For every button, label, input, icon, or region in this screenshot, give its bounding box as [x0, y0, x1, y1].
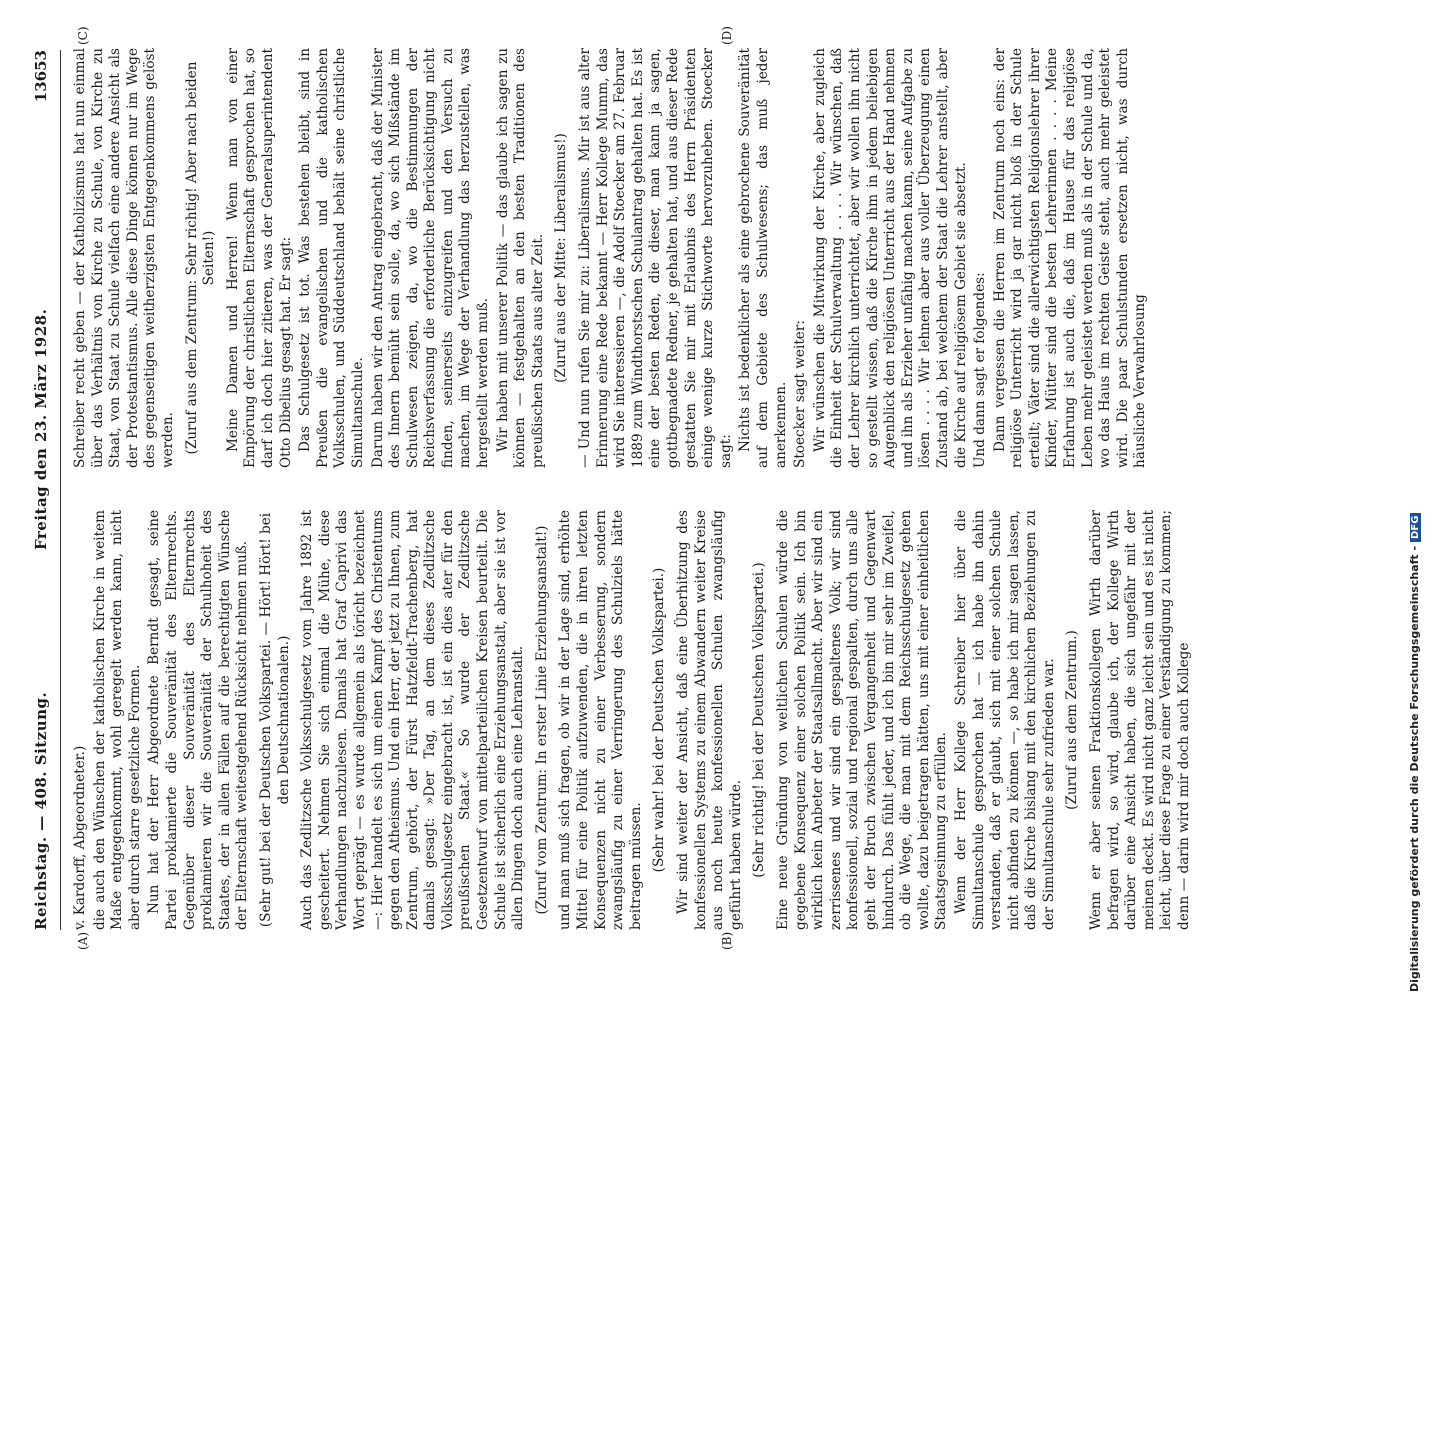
left-column	[72, 510, 1412, 930]
left-column-paragraph: Nun hat der Herr Abgeordnete Berndt gesagt, seine Partei proklamierte die Souveränität des Elternrechts. Gegenüber dieser Souveränität des Elternrechts proklamieren wir die Souveränität der Schulhoheit des Staates, der in allen Fällen auf die berechtigten Wünsche der Elternschaft weitestgehend Rücksicht nehmen muß.	[146, 510, 251, 930]
left-column-paragraph: die auch den Wünschen der katholischen Kirche in weitem Maße entgegenkommt, wohl geregelt werden kann, nicht aber durch starre gesetzliche Formen.	[91, 510, 143, 930]
right-column-paragraph: (Zuruf aus dem Zentrum: Sehr richtig! Aber nach beiden Seiten!)	[183, 61, 218, 455]
right-column-paragraph: (Zuruf aus der Mitte: Liberalismus!)	[553, 133, 570, 383]
left-column-paragraph: Wenn er aber seinen Fraktionskollegen Wirth darüber befragen wird, so wird, glaube ich, der Kollege Wirth darüber eine Ansicht haben, die sich ungefähr mit der meinen deckt. Es wird nicht ganz leicht sein und es ist nicht leicht, über diese Frage zu einer Verständigung zu kommen; denn — darin wird mir doch auch Kollege	[1088, 510, 1193, 930]
left-column-paragraph: und man muß sich fragen, ob wir in der Lage sind, erhöhte Mittel für eine Politik aufzuwenden, die in ihren letzten Konsequenzen nicht zu einer Verbesserung, sondern zwangsläufig zu einer Verringerung des Schulziels hätte beitragen müssen.	[557, 510, 644, 930]
left-column-paragraph: (Sehr wahr! bei der Deutschen Volkspartei.)	[651, 567, 668, 873]
running-header	[20, 50, 60, 930]
right-column	[72, 48, 1412, 468]
margin-marker-b: (B)	[720, 931, 734, 950]
left-column-paragraph: Auch das Zedlitzsche Volksschulgesetz vom Jahre 1892 ist gescheitert. Nehmen Sie sich einmal die Mühe, diese Verhandlungen nachzulesen. Damals hat Graf Caprivi das Wort geprägt — es wurde allgemein als töricht bezeichnet —: Hier handelt es sich um einen Kampf des Christentums gegen den Atheismus. Und ein Herr, der jetzt zu Ihnen, zum Zentrum, gehört, der Fürst Hatzfeldt-Trachenberg, hat damals gesagt: »Der Tag, an dem dieses Zedlitzsche Volksschulgesetz eingebracht ist, ist ein dies ater für den preußischen Staat.« So wurde der Zedlitzsche Gesetzentwurf von mittelparteilichen Kreisen beurteilt. Die Schule ist sicherlich eine Erziehungsanstalt, aber sie ist vor allen Dingen doch auch eine Lehranstalt.	[299, 510, 527, 930]
right-column-paragraph: Darum haben wir den Antrag eingebracht, daß der Minister des Innern bemüht sein solle, da, wo sich Mißstände im Schulwesen zeigen, da, wo die Bestimmungen der Reichsverfassung die erforderliche Berücksichtigung nicht finden, seinerseits einzugreifen und den Versuch zu machen, im Wege der Verhandlung das herzustellen, was hergestellt werden muß.	[369, 48, 492, 468]
margin-marker-c: (C)	[76, 26, 90, 45]
dfg-side-note	[1408, 8, 1428, 992]
right-column-paragraph: Stoecker sagt weiter:	[792, 320, 809, 468]
right-column-paragraph: Das Schulgesetz ist tot. Was bestehen bleibt, sind in Preußen die evangelischen und die katholischen Volksschulen, und Süddeutschland behält seine christliche Simultanschule.	[297, 48, 366, 468]
funding-text: Digitalisierung gefördert durch die Deutsche Forschungsgemeinschaft -	[1408, 545, 1421, 992]
left-column-paragraph: (Zuruf aus dem Zentrum.)	[1064, 630, 1081, 810]
left-column-paragraph: Wenn der Herr Kollege Schreiber hier über die Simultanschule gesprochen hat — ich habe ihn dahin verstanden, daß er glaubt, sich mit einer solchen Schule nicht abfinden zu können —, so habe ich mir sagen lassen, daß die Kirche bislang mit den kirchlichen Beziehungen zu der Simultanschule sehr zufrieden war.	[952, 510, 1057, 930]
header-session: Reichstag. — 408. Sitzung.	[32, 691, 50, 930]
dfg-logo: DFG	[1410, 513, 1421, 542]
header-rule	[60, 50, 61, 930]
left-column-paragraph: Wir sind weiter der Ansicht, daß eine Überhitzung des konfessionellen Systems zu einem Abwandern weiter Kreise aus noch heute konfessionellen Schulen zwangsläufig geführt haben würde.	[675, 510, 744, 930]
left-column-paragraph: (Sehr gut! bei der Deutschen Volkspartei. — Hört! Hört! bei den Deutschnationalen.)	[257, 512, 292, 928]
right-column-paragraph: Wir haben mit unserer Politik — das glaube ich sagen zu können — festgehalten an den besten Traditionen des preußischen Staats aus alter Zeit.	[494, 48, 546, 468]
left-column-paragraph: (Zuruf vom Zentrum: In erster Linie Erziehungsanstalt!)	[533, 525, 550, 915]
header-date: Freitag den 23. März 1928.	[32, 308, 50, 550]
right-column-paragraph: Nichts ist bedenklicher als eine gebrochene Souveränität auf dem Gebiete des Schulwesens; das muß jeder anerkennen.	[737, 48, 789, 468]
left-column-paragraph: (Sehr richtig! bei der Deutschen Volkspartei.)	[751, 562, 768, 878]
dfg-note-text	[1408, 8, 1428, 992]
left-column-paragraph: Eine neue Gründung von weltlichen Schulen würde die gegebene Konsequenz einer solchen Politik sein. Ich bin wirklich kein Anbeter der Staatsallmacht. Aber wir sind ein zerrissenes und wir sind ein gespaltenes Volk; wir sind konfessionell, sozial und regional gespalten, durch uns alle geht der Bruch zwischen Vergangenheit und Gegenwart hindurch. Das fühlt jeder, und ich bin mir sehr im Zweifel, ob die Wege, die man mit dem Reichsschulgesetz gehen wollte, dazu beigetragen hätten, uns mit einer einheitlichen Staatsgesinnung zu erfüllen.	[774, 510, 950, 930]
right-column-paragraph: Und dann sagt er folgendes:	[972, 272, 989, 468]
right-column-paragraph: Dann vergessen die Herren im Zentrum noch eins: der religiöse Unterricht wird ja gar nicht bloß in der Schule erteilt; Väter sind die allerwichtigsten Religionslehrer ihrer Kinder, Mütter sind die besten Lehrerinnen . . . . Meine Erfahrung ist auch die, daß im Hause für das religiöse Leben mehr geleistet werden muß als in der Schule und da, wo das Haus im rechten Geiste steht, auch mehr geleistet wird. Die paar Schulstunden ersetzen nicht, was durch häusliche Verwahrlosung	[991, 48, 1149, 468]
margin-marker-a: (A)	[76, 931, 90, 950]
left-column-paragraph: v. Kardorff, Abgeordneter.)	[72, 745, 88, 930]
right-column-paragraph: Wir wünschen die Mitwirkung der Kirche, aber zugleich die Einheit der Schulverwaltung . . . . Wir wünschen, daß der Lehrer kirchlich unterrichtet, aber wir wollen ihn nicht so gestellt wissen, daß die Kirche ihm in jedem beliebigen Augenblick den religiösen Unterricht aus der Hand nehmen und ihn als Erzieher unfähig machen kann, seine Aufgabe zu lösen . . . . Wir lehnen aber aus voller Überzeugung einen Zustand ab, bei welchem der Staat die Lehrer anstellt, aber die Kirche auf religiösem Gebiet sie absetzt.	[811, 48, 969, 468]
right-column-paragraph: Schreiber recht geben — der Katholizismus hat nun einmal über das Verhältnis von Kirche zu Schule, von Kirche zu Staat, von Staat zu Schule vielfach eine andere Ansicht als der Protestantismus. Alle diese Dinge können nur im Wege des gegenseitigen weitherzigsten Entgegenkommens gelöst werden.	[72, 48, 176, 468]
right-column-paragraph: — Und nun rufen Sie mir zu: Liberalismus. Mir ist aus alter Erinnerung eine Rede bekannt — Herr Kollege Mumm, das wird Sie interessieren —, die Adolf Stoecker am 27. Februar 1889 zum Windthorstschen Schulantrag gehalten hat. Es ist eine der besten Reden, die dieser, man kann ja sagen, gottbegnadete Redner, je gehalten hat, und aus dieser Rede gestatten Sie mir mit Erlaubnis des Herrn Präsidenten einige wenige kurze Stichworte hervorzuheben. Stoecker sagt:	[577, 48, 734, 468]
page-number: 13653	[32, 50, 50, 103]
right-column-paragraph: Meine Damen und Herren! Wenn man von einer Empörung der christlichen Elternschaft gesprochen hat, so darf ich doch hier zitieren, was der Generalsuperintendent Otto Dibelius gesagt hat. Er sagt:	[224, 48, 294, 468]
margin-marker-d: (D)	[720, 26, 734, 45]
